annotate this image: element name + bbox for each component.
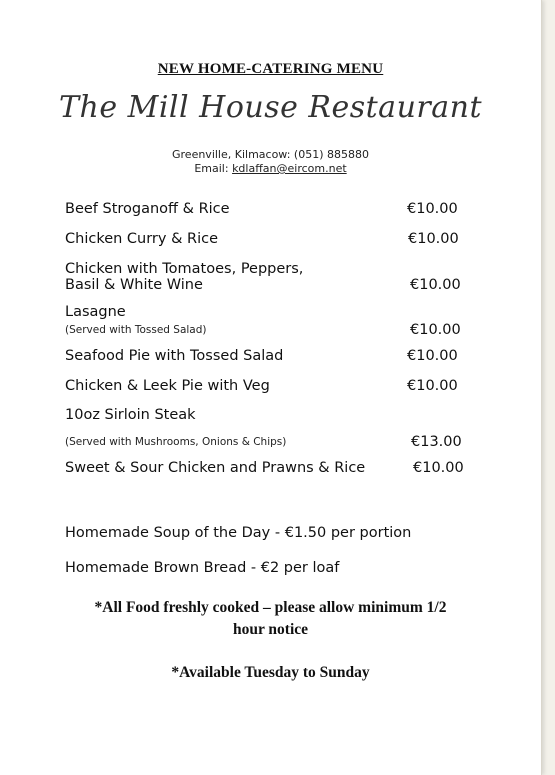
menu-item-name-line1: Chicken with Tomatoes, Peppers, bbox=[65, 261, 304, 277]
menu-item-name: Beef Stroganoff & Rice bbox=[65, 201, 230, 217]
bread-line: Homemade Brown Bread - €2 per loaf bbox=[65, 560, 340, 576]
address-line: Greenville, Kilmacow: (051) 885880 bbox=[172, 148, 369, 161]
menu-title: NEW HOME-CATERING MENU bbox=[157, 61, 384, 77]
menu-item-name: Chicken & Leek Pie with Veg bbox=[65, 378, 270, 394]
menu-item-name: Lasagne bbox=[65, 304, 126, 320]
menu-item-name: Sweet & Sour Chicken and Prawns & Rice bbox=[65, 460, 366, 476]
menu-item-price: €10.00 bbox=[408, 231, 459, 247]
menu-item-name: Chicken Curry & Rice bbox=[65, 231, 219, 247]
email-label: Email: bbox=[194, 162, 229, 175]
menu-item-name-line2: Basil & White Wine bbox=[65, 277, 203, 293]
menu-item-price: €10.00 bbox=[407, 201, 458, 217]
notice-line1: *All Food freshly cooked – please allow minimum 1/2 bbox=[94, 599, 447, 616]
menu-item-price: €10.00 bbox=[410, 277, 461, 293]
email-link[interactable]: kdlaffan@eircom.net bbox=[232, 162, 347, 175]
availability-note: *Available Tuesday to Sunday bbox=[171, 664, 370, 681]
menu-item-name: Seafood Pie with Tossed Salad bbox=[65, 348, 284, 364]
menu-item-price: €13.00 bbox=[411, 434, 462, 450]
menu-item-note: (Served with Mushrooms, Onions & Chips) bbox=[65, 436, 287, 448]
restaurant-name: The Mill House Restaurant bbox=[59, 90, 482, 125]
menu-item-price: €10.00 bbox=[410, 322, 461, 338]
notice-line2: hour notice bbox=[232, 621, 309, 638]
email-line bbox=[0, 162, 541, 175]
menu-item-name: 10oz Sirloin Steak bbox=[65, 407, 196, 423]
soup-line: Homemade Soup of the Day - €1.50 per portion bbox=[65, 525, 412, 541]
menu-item-price: €10.00 bbox=[407, 378, 458, 394]
menu-item-note: (Served with Tossed Salad) bbox=[65, 324, 207, 336]
menu-item-price: €10.00 bbox=[407, 348, 458, 364]
menu-item-price: €10.00 bbox=[413, 460, 464, 476]
